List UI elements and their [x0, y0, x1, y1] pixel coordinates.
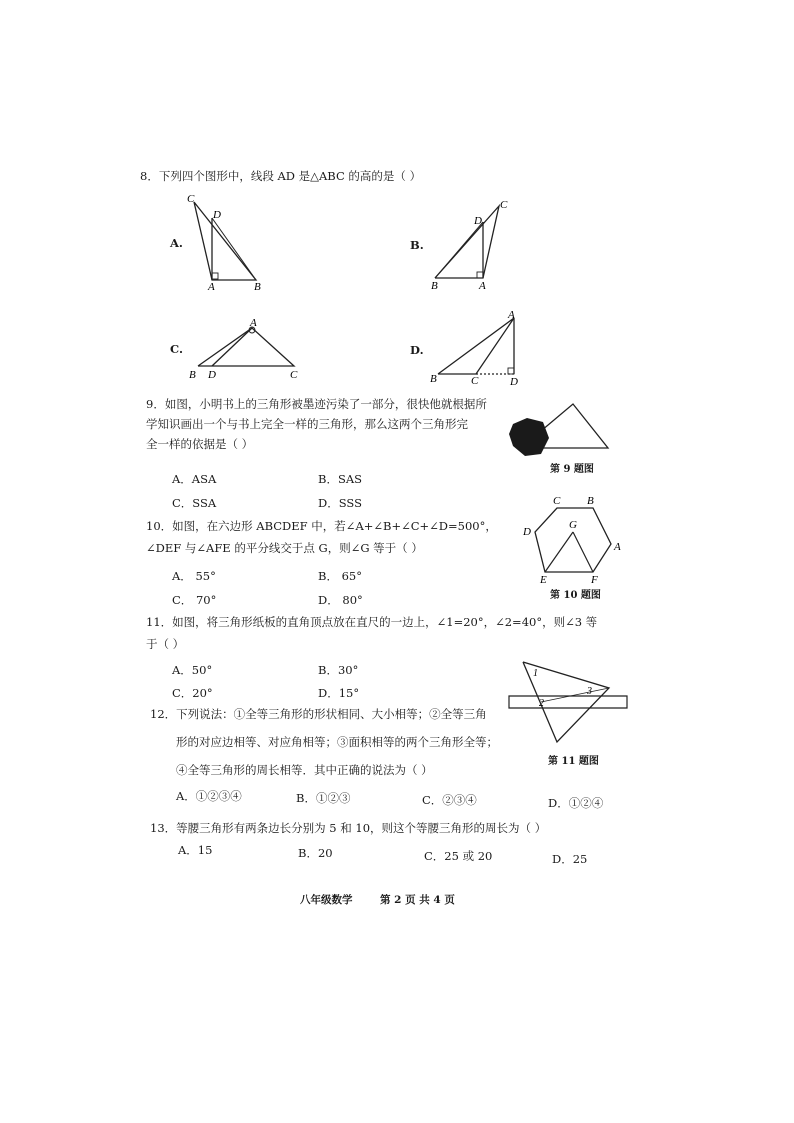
ruler: [509, 696, 627, 708]
q8-stem: 8．下列四个图形中，线段 AD 是△ABC 的高的是（ ）: [140, 169, 422, 183]
q8a-label-b: B: [254, 281, 261, 292]
q8-option-a: A.: [170, 236, 183, 250]
q10-caption: 第 10 题图: [550, 590, 601, 601]
q8c-label-c: C: [290, 369, 298, 381]
q9-option-a: A．ASA: [172, 472, 217, 486]
q13-stem: 13．等腰三角形有两条边长分别为 5 和 10，则这个等腰三角形的周长为（ ）: [150, 821, 547, 835]
q12-stem-line-2: 形的对应边相等、对应角相等；③面积相等的两个三角形全等；: [176, 734, 498, 749]
footer-page-number: 第 2 页 共 4 页: [380, 894, 455, 906]
q12-option-b: B．①②③: [296, 791, 351, 805]
q9-stem-line-2: 学知识画出一个与书上完全一样的三角形，那么这两个三角形完: [146, 416, 468, 431]
q8-figure-c: [186, 316, 306, 382]
q10-label-f: F: [591, 574, 598, 585]
q12-option-c: C．②③④: [422, 793, 477, 807]
q8a-label-d: D: [213, 209, 221, 221]
q8c-label-d: D: [208, 369, 216, 381]
q10-label-g: G: [569, 519, 577, 531]
q10-label-c: C: [553, 495, 561, 507]
q11-figure: [505, 656, 630, 748]
q11-option-c: C．20°: [172, 686, 213, 700]
q8d-label-d: D: [510, 376, 518, 388]
q10-stem-line-2: ∠DEF 与∠AFE 的平分线交于点 G，则∠G 等于（ ）: [146, 540, 423, 555]
q8d-label-c: C: [471, 375, 479, 387]
q10-label-d: D: [523, 526, 531, 538]
q11-stem: [146, 616, 597, 652]
q13-option-a: A．15: [178, 843, 213, 857]
q11-option-b: B．30°: [318, 663, 359, 677]
q11-caption: 第 11 题图: [548, 756, 599, 767]
q8d-label-b: B: [430, 373, 437, 385]
q13-option-d: D．25: [552, 852, 588, 866]
q10-option-a: A． 55°: [172, 569, 216, 583]
q8-option-b: B.: [410, 238, 424, 252]
q11-label-1: 1: [533, 668, 538, 679]
q10-option-c: C． 70°: [172, 593, 217, 607]
q10-option-d: D． 80°: [318, 593, 363, 607]
q8b-label-d: D: [474, 215, 482, 227]
q10-label-e: E: [540, 574, 547, 585]
q12-option-a: A．①②③④: [176, 789, 242, 803]
q8a-label-a: A: [208, 281, 215, 292]
q8a-label-c: C: [187, 193, 195, 205]
q8-figure-a: [182, 190, 272, 292]
q9-stem-line-3: 全一样的依据是（ ）: [146, 436, 254, 451]
q10-figure: [515, 490, 625, 585]
q11-option-a: A．50°: [172, 663, 213, 677]
q11-option-d: D．15°: [318, 686, 360, 700]
q12-stem-line-3: ④全等三角形的周长相等．其中正确的说法为（ ）: [176, 762, 433, 777]
q8-figure-b: [425, 194, 515, 294]
q10-stem-line-1: 10．如图，在六边形 ABCDEF 中，若∠A+∠B+∠C+∠D=500°，: [146, 519, 497, 533]
q9-caption: 第 9 题图: [550, 464, 594, 475]
q11-label-2: 2: [539, 698, 544, 709]
q11-label-3: 3: [587, 686, 592, 697]
q8-option-d: D.: [410, 343, 424, 357]
q9-figure: [505, 398, 615, 458]
q8b-label-c: C: [500, 199, 508, 211]
q9-option-c: C．SSA: [172, 496, 217, 510]
q9-option-d: D．SSS: [318, 496, 362, 510]
q8b-label-b: B: [431, 280, 438, 292]
q8b-label-a: A: [479, 280, 486, 292]
q10-stem: [146, 520, 497, 556]
q12-stem: [150, 708, 498, 777]
q8c-label-a: A: [250, 317, 257, 329]
q9-option-b: B．SAS: [318, 472, 363, 486]
q11-stem-line-1: 11．如图，将三角形纸板的直角顶点放在直尺的一边上，∠1=20°，∠2=40°，则∠3 等: [146, 615, 598, 629]
q9-stem: [146, 398, 487, 451]
q13-option-c: C．25 或 20: [424, 849, 493, 863]
q10-option-b: B． 65°: [318, 569, 362, 583]
q10-label-a: A: [614, 541, 621, 553]
q10-label-b: B: [587, 495, 594, 507]
q8-option-c: C.: [170, 342, 183, 356]
q12-stem-line-1: 12．下列说法：①全等三角形的形状相同、大小相等；②全等三角: [150, 707, 487, 721]
q8c-label-b: B: [189, 369, 196, 381]
ink-stain: [509, 418, 549, 456]
q9-stem-line-1: 9．如图，小明书上的三角形被墨迹污染了一部分，很快他就根据所: [146, 397, 487, 411]
q11-stem-line-2: 于（ ）: [146, 636, 185, 651]
footer-subject: 八年级数学: [300, 894, 353, 906]
q13-option-b: B．20: [298, 846, 333, 860]
q8d-label-a: A: [508, 310, 515, 321]
q8-figure-d: [426, 310, 536, 388]
q12-option-d: D．①②④: [548, 796, 604, 810]
